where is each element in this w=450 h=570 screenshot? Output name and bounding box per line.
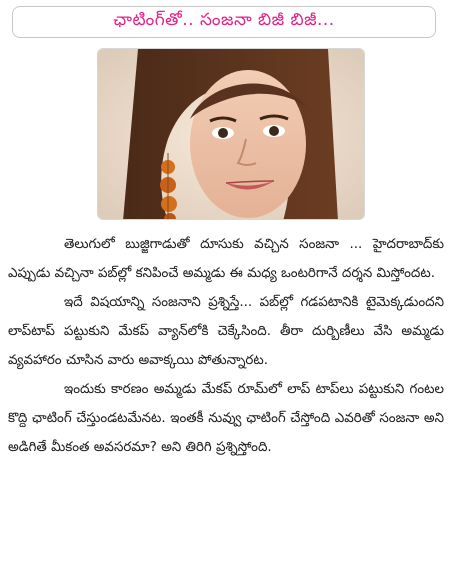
- article-body: [8, 230, 444, 462]
- article-photo: [97, 48, 365, 220]
- headline-banner: [12, 6, 436, 38]
- headline-title: ఛాటింగ్‌తో.. సంజనా బిజీ బిజీ...: [113, 10, 335, 30]
- article-paragraph-2: ఇదే విషయాన్ని సంజనాని ప్రశ్నిస్తే... పబ్‌ల్లో గడపటానికి టైమెక్కడుందని లాప్‌టాప్ పట్టుకుని మేకప్ వ్యాన్‌లోకి చెక్కేసింది. తీరా దుర్బిణీలు వేసి అమ్మడు వ్యవహారం చూసిన వారు అవాక్కయి పోతున్నారట.: [8, 295, 444, 368]
- portrait-photo-icon: [98, 49, 365, 220]
- article-paragraph-1: తెలుగులో బుజ్జిగాడుతో దూసుకు వచ్చిన సంజనా ... హైదరాబాద్‌కు ఎప్పుడు వచ్చినా పబ్‌ల్లో కనిపించే అమ్మడు ఈ మధ్య ఒంటరిగానే దర్శన మిస్తోందట.: [8, 237, 444, 281]
- article-paragraph-3: ఇందుకు కారణం అమ్మడు మేకప్ రూమ్‌లో లాప్ టాప్‌లు పట్టుకుని గంటల కొద్ది ఛాటింగ్ చేస్తుండటమేనట. ఇంతకీ నువ్వు ఛాటింగ్ చేస్తోంది ఎవరితో సంజనా అని అడిగితే మీకంత అవసరమా? అని తిరిగి ప్రశ్నిస్తోంది.: [8, 382, 444, 455]
